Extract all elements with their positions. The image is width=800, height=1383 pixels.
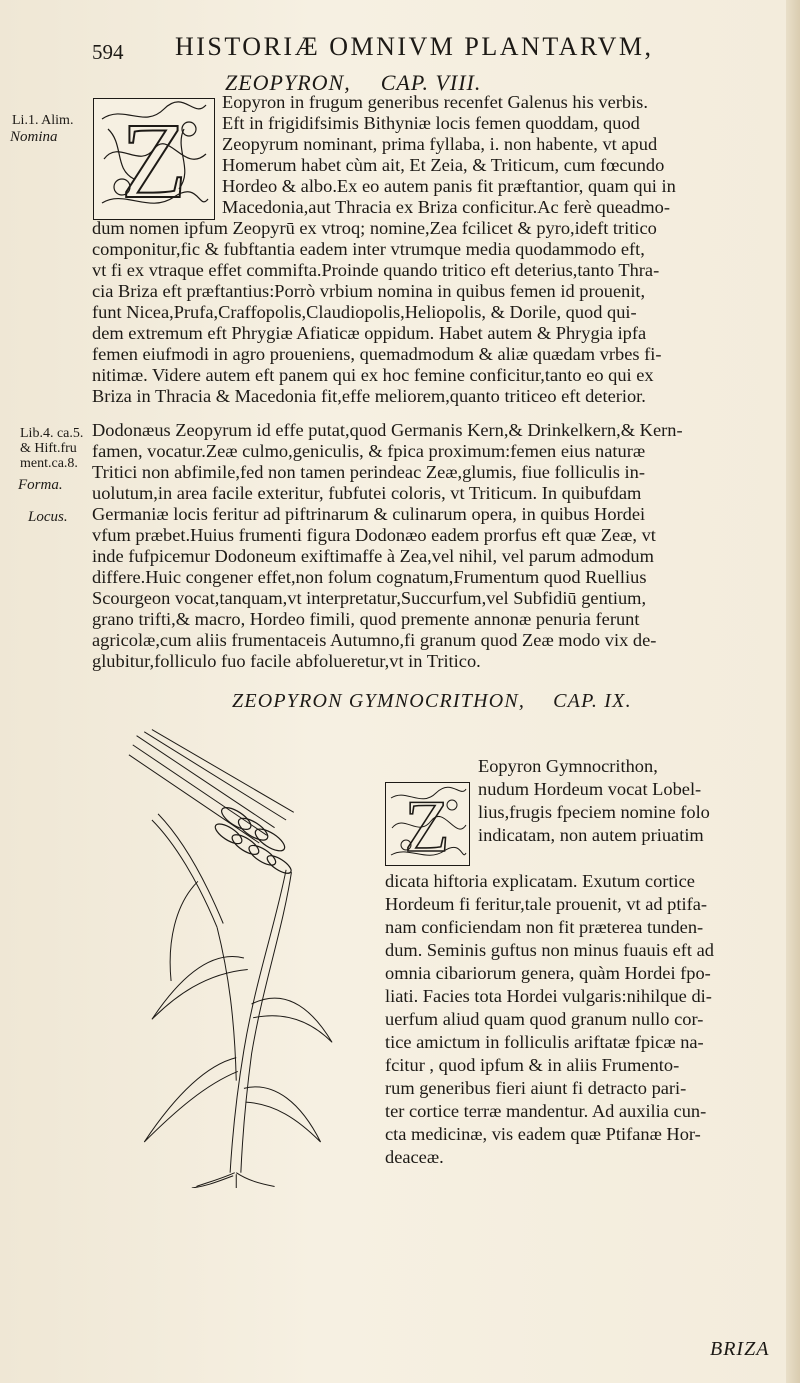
catchword: BRIZA [710, 1338, 770, 1360]
ch8-line: inde fufpicemur Dodoneum exiftimaffe à Zea,vel nihil, vel parum admodum [92, 546, 654, 566]
decorated-initial-z [93, 98, 215, 220]
chapter9-heading [232, 690, 632, 713]
ch8-line: cia Briza eft præftantius:Porrò vrbium nomina in quibus femen id prouenit, [92, 281, 646, 301]
ch8-line: Dodonæus Zeopyrum id effe putat,quod Germanis Kern,& Drinkelkern,& Kern- [92, 420, 683, 440]
ch9-line: Hordeum fi feritur,tale prouenit, vt ad ptifa- [385, 894, 708, 914]
ch8-line: Germaniæ locis feritur ad piftrinarum & culinarum opera, in quibus Hordei [92, 504, 646, 524]
page-number: 594 [92, 40, 124, 64]
ch9-line: deaceæ. [385, 1147, 444, 1167]
ch8-line: Scourgeon vocat,tanquam,vt interpretatur,Succurfum,vel Subfidiū gentium, [92, 588, 647, 608]
ch9-line: Eopyron Gymnocrithon, [478, 756, 658, 776]
ch9-line: fcitur , quod ipfum & in aliis Frumento- [385, 1055, 680, 1075]
running-head: HISTORIÆ OMNIVM PLANTARVM, [175, 32, 654, 61]
ch9-line: liati. Facies tota Hordei vulgaris:nihilque di- [385, 986, 712, 1006]
ch8-line: famen, vocatur.Zeæ culmo,geniculis, & fpica proximum:femen eius naturæ [92, 441, 646, 461]
margin-note-lib: Lib.4. ca.5. [20, 426, 84, 441]
ch8-line: Briza in Thracia & Macedonia fit,effe meliorem,quanto triticeo eft deterior. [92, 386, 646, 406]
ch9-line: omnia cibariorum genera, quàm Hordei fpo- [385, 963, 711, 983]
ch9-line: rum generibus fieri aiunt fi detracto pari- [385, 1078, 687, 1098]
initial-z-letter: Z [121, 102, 187, 219]
initial-z-ornament [94, 99, 214, 219]
chapter9-title: ZEOPYRON GYMNOCRITHON, [232, 690, 526, 712]
ch8-line: uolutum,in area facile exteritur, fubfutei coloris, vt Triticum. In quibufdam [92, 483, 642, 503]
ch9-line: nudum Hordeum vocat Lobel- [478, 779, 702, 799]
ch8-line: Eopyron in frugum generibus recenfet Galenus his verbis. [222, 92, 648, 112]
ch9-line: cta medicinæ, vis eadem quæ Ptifanæ Hor- [385, 1124, 701, 1144]
barley-plant-illustration [88, 728, 373, 1188]
ch8-line: Zeopyrum nominant, prima fyllaba, i. non habente, vt apud [222, 134, 658, 154]
ch9-line: dicata hiftoria explicatam. Exutum cortice [385, 871, 695, 891]
ch9-line: uerfum aliud quam quod granum nullo cor- [385, 1009, 704, 1029]
chapter9-cap: CAP. IX. [553, 690, 632, 712]
ch8-line: Eft in frigidifsimis Bithyniæ locis femen quoddam, quod [222, 113, 640, 133]
margin-note-locus: Locus. [28, 509, 68, 525]
ch8-line: dem extremum eft Phrygiæ Afiaticæ oppidum. Habet autem & Phrygia ipfa [92, 323, 647, 343]
margin-note-ment: ment.ca.8. [20, 456, 78, 471]
ch8-line: Tritici non abfimile,fed non tamen perindeac Zeæ,glumis, fiue folliculis in- [92, 462, 645, 482]
decorated-initial-z-2 [385, 782, 470, 866]
initial-z2-ornament [386, 783, 469, 865]
chapter8-cap: CAP. VIII. [380, 70, 482, 95]
margin-note-forma: Forma. [18, 477, 63, 493]
ch8-line: vfum præbet.Huius frumenti figura Dodonæo eadem prorfus eft quæ Zeæ, vt [92, 525, 656, 545]
ch9-line: indicatam, non autem priuatim [478, 825, 704, 845]
ch8-line: componitur,fic & fubftantia eadem inter vtrumque media quodammodo eft, [92, 239, 645, 259]
ch9-line: ter cortice terræ mandentur. Ad auxilia cun- [385, 1101, 707, 1121]
chapter8-title: ZEOPYRON, [225, 70, 351, 95]
ch8-line: Hordeo & albo.Ex eo autem panis fit præftantior, quam qui in [222, 176, 676, 196]
ch8-line: grano trifti,& macro, Hordeo fimili, quod premente annonæ penuria ferunt [92, 609, 640, 629]
ch9-line: nam conficiendam non fit præterea tunden- [385, 917, 704, 937]
ch8-line: agricolæ,cum aliis frumentaceis Autumno,fi granum quod Zeæ modo vix de- [92, 630, 657, 650]
ch9-line: tice amictum in folliculis ariftatæ fpicæ na- [385, 1032, 704, 1052]
ch8-line: dum nomen ipfum Zeopyrū ex vtroq; nomine,Zea fcilicet & pyro,ideft tritico [92, 218, 657, 238]
margin-note-nomina: Nomina [10, 129, 58, 145]
ch8-line: femen eiufmodi in agro proueniens, quemadmodum & aliæ quædam vrbes fi- [92, 344, 662, 364]
ch8-line: Macedonia,aut Thracia ex Briza conficitur.Ac ferè queadmo- [222, 197, 670, 217]
margin-note-source: Li.1. Alim. [12, 113, 74, 128]
margin-note-hist: & Hift.fru [20, 441, 77, 456]
ch8-line: nitimæ. Videre autem eft panem qui ex hoc femine conficitur,tanto eo qui ex [92, 365, 654, 385]
ch9-line: lius,frugis fpeciem nomine folo [478, 802, 710, 822]
ch9-line: dum. Seminis guftus non minus fuauis eft ad [385, 940, 714, 960]
ch8-line: funt Nicea,Prufa,Craffopolis,Claudiopolis,Heliopolis, & Dorile, quod qui- [92, 302, 637, 322]
page-edge [786, 0, 800, 1383]
ch8-line: vt fi ex vtraque effet commifta.Proinde quando tritico eft deterius,tanto Thra- [92, 260, 660, 280]
ch8-line: differe.Huic congener effet,non folum cognatum,Frumentum quod Ruellius [92, 567, 647, 587]
ch8-line: glubitur,folliculo fuo facile abfolueretur,vt in Tritico. [92, 651, 481, 671]
ch8-line: Homerum habet cùm ait, Et Zeia, & Triticum, cum fœcundo [222, 155, 665, 175]
initial-z2-letter: Z [404, 786, 450, 865]
